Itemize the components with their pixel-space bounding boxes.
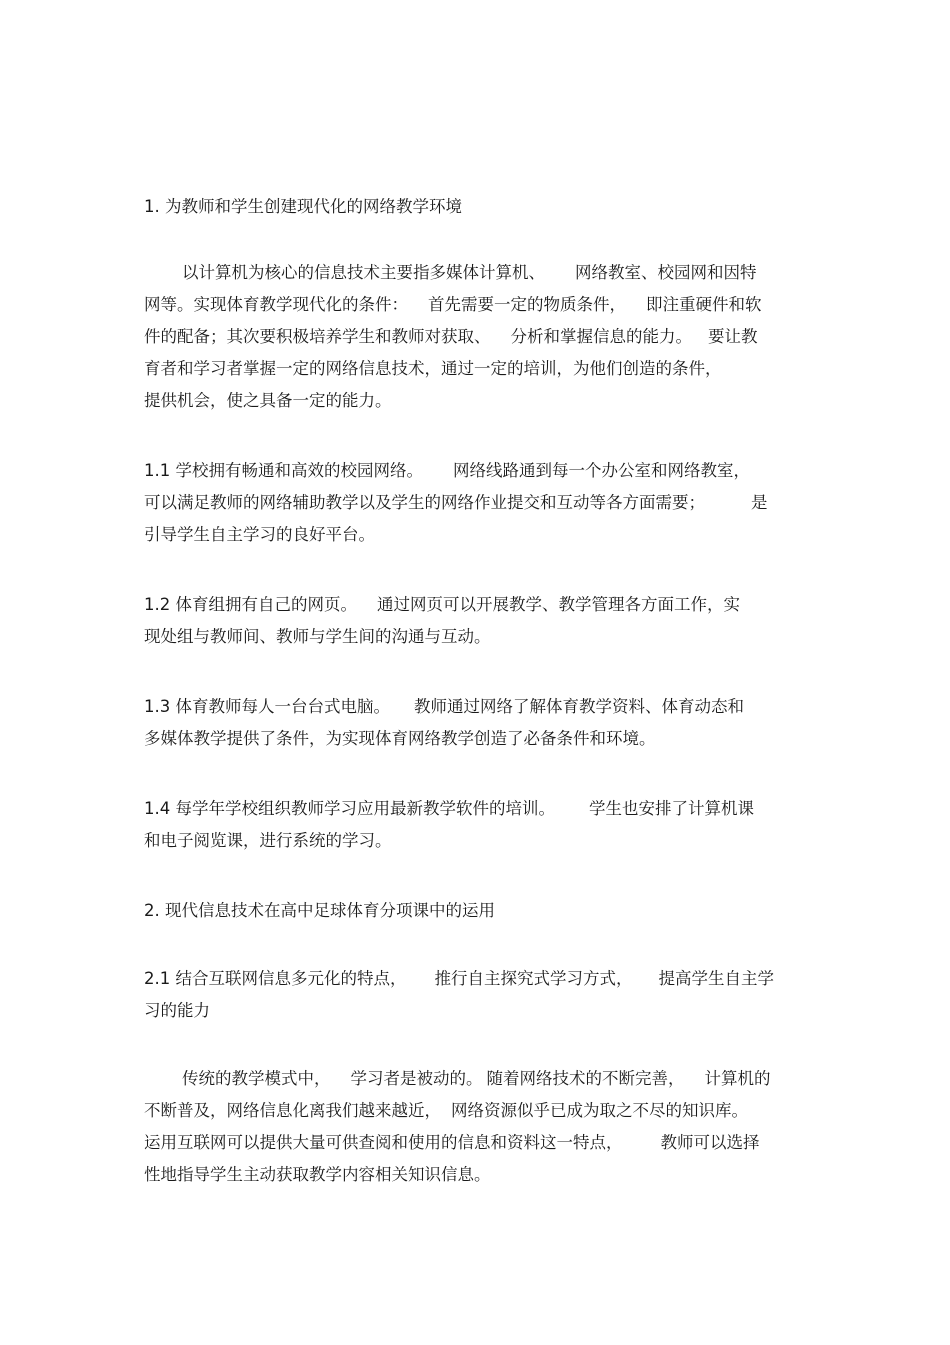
section-1-heading: [144, 196, 814, 218]
section-1-3-line-1: [144, 696, 814, 718]
text-fragment: 分析和掌握信息的能力。: [510, 327, 692, 346]
text-fragment: 教师可以选择: [660, 1133, 760, 1152]
text-fragment: 提供机会，使之具备一定的能力。: [144, 391, 392, 410]
text-fragment: 多媒体教学提供了条件，为实现体育网络教学创造了必备条件和环境。: [144, 729, 656, 748]
text-fragment: 通过网页可以开展教学、教学管理各方面工作，实: [377, 595, 740, 614]
text-fragment: 可以满足教师的网络辅助教学以及学生的网络作业提交和互动等各方面需要；: [144, 493, 705, 512]
text-fragment: 2.1 结合互联网信息多元化的特点，: [144, 969, 407, 988]
text-fragment: 1.3 体育教师每人一台台式电脑。: [144, 697, 390, 716]
text-fragment: 网络资源似乎已成为取之不尽的知识库。: [451, 1101, 748, 1120]
heading-text: 2. 现代信息技术在高中足球体育分项课中的运用: [144, 901, 495, 920]
text-fragment: 学生也安排了计算机课: [589, 799, 754, 818]
paragraph-2-line-3: [144, 1132, 814, 1154]
text-fragment: 网等。实现体育教学现代化的条件：: [144, 295, 408, 314]
section-1-1-line-3: [144, 524, 814, 546]
section-1-2-line-2: [144, 626, 814, 648]
section-1-4-line-1: [144, 798, 814, 820]
paragraph-2-line-2: [144, 1100, 814, 1122]
text-fragment: 是: [751, 493, 768, 512]
section-1-1-line-2: [144, 492, 814, 514]
text-fragment: 件的配备；其次要积极培养学生和教师对获取、: [144, 327, 491, 346]
text-fragment: 育者和学习者掌握一定的网络信息技术，通过一定的培训，为他们创造的条件，: [144, 359, 722, 378]
text-fragment: 性地指导学生主动获取教学内容相关知识信息。: [144, 1165, 491, 1184]
text-fragment: 计算机的: [704, 1069, 771, 1088]
text-fragment: 1.4 每学年学校组织教师学习应用最新教学软件的培训。: [144, 799, 555, 818]
text-fragment: 传统的教学模式中，: [182, 1069, 331, 1088]
paragraph-1-line-1: [182, 262, 852, 284]
paragraph-1-line-3: [144, 326, 814, 348]
text-fragment: 即注重硬件和软: [646, 295, 762, 314]
text-fragment: 教师通过网络了解体育教学资料、体育动态和: [414, 697, 744, 716]
text-fragment: 运用互联网可以提供大量可供查阅和使用的信息和资料这一特点，: [144, 1133, 623, 1152]
text-fragment: 学习者是被动的。: [350, 1069, 483, 1088]
section-1-2-line-1: [144, 594, 814, 616]
text-fragment: 要让教: [708, 327, 758, 346]
text-fragment: 推行自主探究式学习方式，: [434, 969, 633, 988]
text-fragment: 网络教室、校园网和因特: [575, 263, 757, 282]
paragraph-2-line-4: [144, 1164, 814, 1186]
section-1-3-line-2: [144, 728, 814, 750]
section-1-4-line-2: [144, 830, 814, 852]
text-fragment: 网络线路通到每一个办公室和网络教室，: [453, 461, 750, 480]
heading-text: 1. 为教师和学生创建现代化的网络教学环境: [144, 197, 462, 216]
text-fragment: 随着网络技术的不断完善，: [486, 1069, 685, 1088]
text-fragment: 习的能力: [144, 1001, 210, 1020]
paragraph-1-line-4: [144, 358, 814, 380]
text-fragment: 现处组与教师间、教师与学生间的沟通与互动。: [144, 627, 491, 646]
text-fragment: 不断普及，网络信息化离我们越来越近，: [144, 1101, 441, 1120]
text-fragment: 和电子阅览课，进行系统的学习。: [144, 831, 392, 850]
text-fragment: 1.1 学校拥有畅通和高效的校园网络。: [144, 461, 423, 480]
text-fragment: 以计算机为核心的信息技术主要指多媒体计算机、: [182, 263, 545, 282]
paragraph-2-line-1: [182, 1068, 852, 1090]
text-fragment: 首先需要一定的物质条件，: [428, 295, 626, 314]
section-2-1-line-1: [144, 968, 814, 990]
section-1-1-line-1: [144, 460, 814, 482]
section-2-1-line-2: [144, 1000, 814, 1022]
text-fragment: 提高学生自主学: [658, 969, 774, 988]
paragraph-1-line-2: [144, 294, 814, 316]
text-fragment: 引导学生自主学习的良好平台。: [144, 525, 375, 544]
text-fragment: 1.2 体育组拥有自己的网页。: [144, 595, 357, 614]
section-2-heading: [144, 900, 814, 922]
paragraph-1-line-5: [144, 390, 814, 412]
